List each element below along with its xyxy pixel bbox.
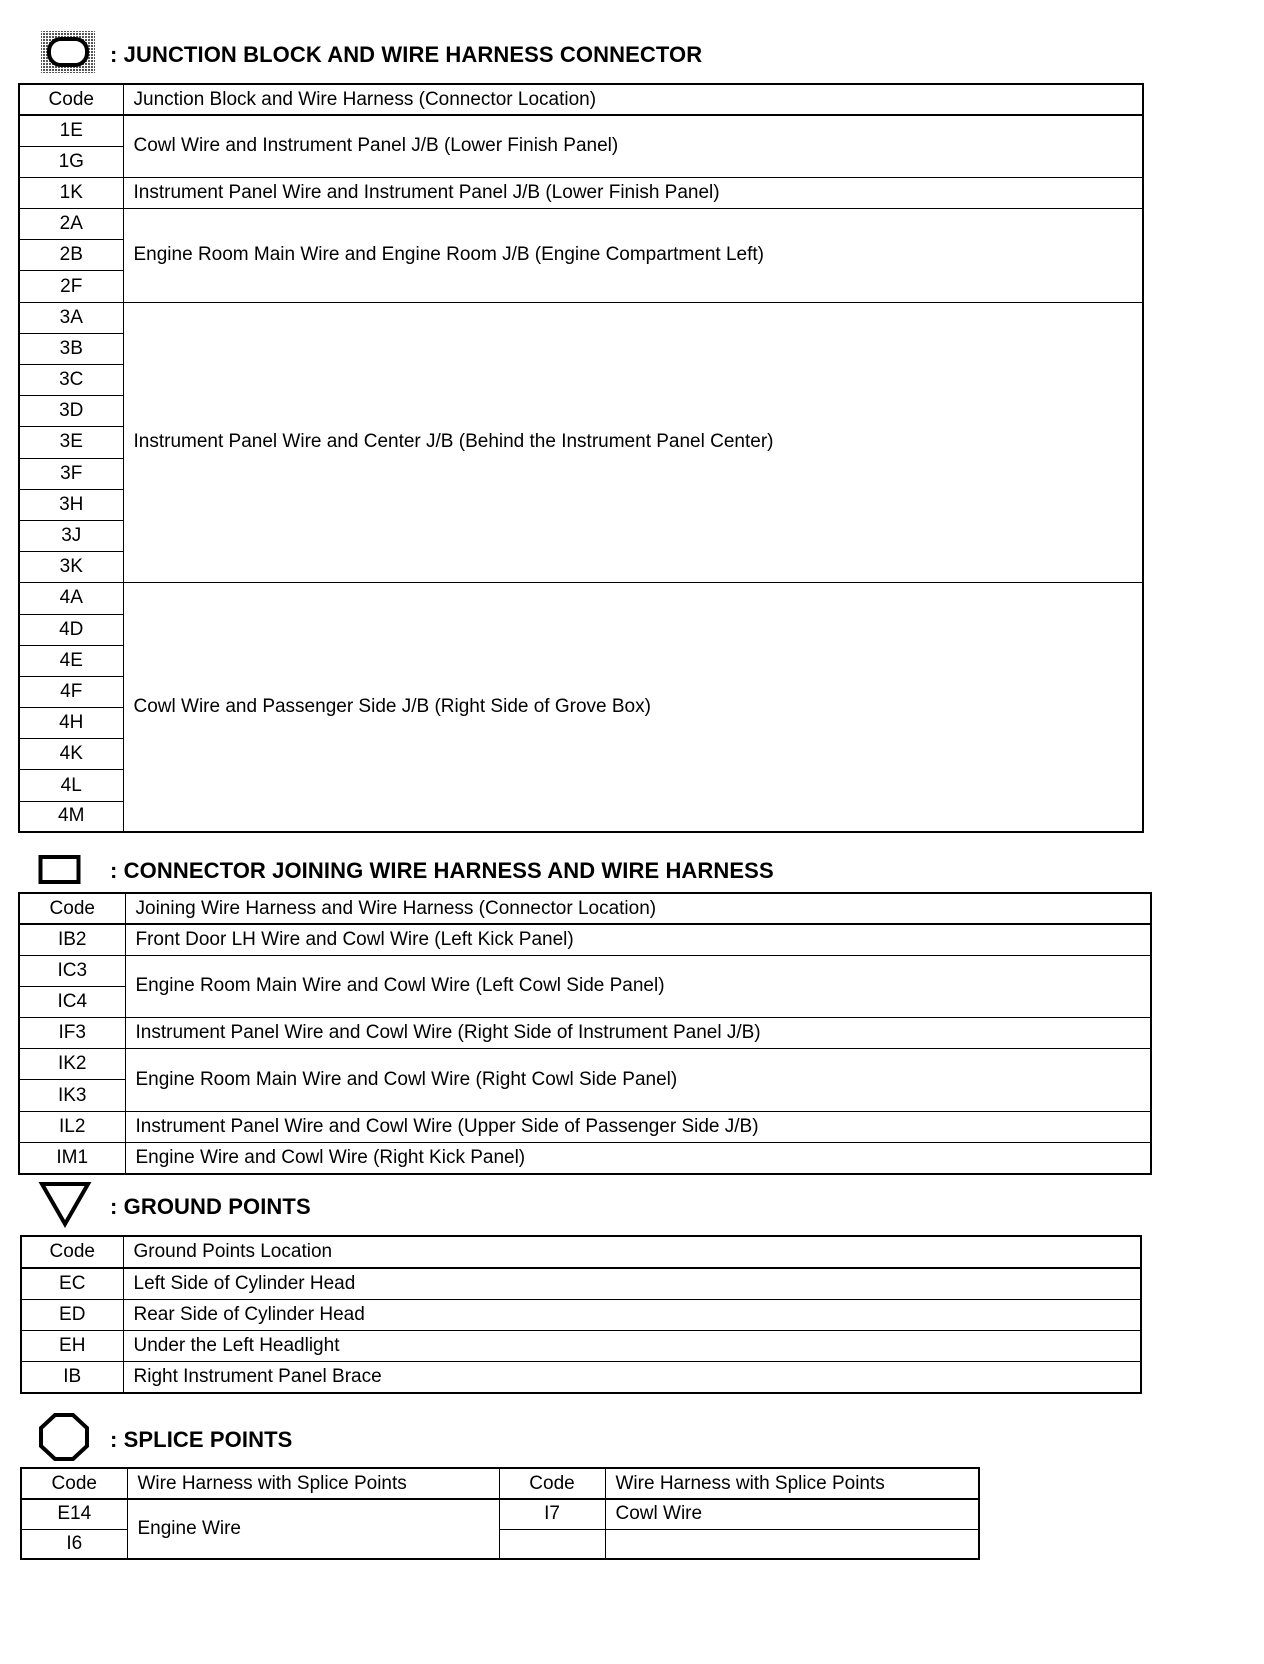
code-cell: 4F	[19, 676, 123, 707]
desc-cell: Instrument Panel Wire and Instrument Panel J/B (Lower Finish Panel)	[123, 177, 1143, 208]
desc-cell: Engine Wire	[127, 1499, 499, 1559]
header-desc-cell: Wire Harness with Splice Points	[605, 1468, 979, 1499]
desc-cell: Instrument Panel Wire and Center J/B (Behind the Instrument Panel Center)	[123, 302, 1143, 583]
table-row	[19, 924, 1151, 955]
code-cell: EH	[21, 1330, 123, 1361]
desc-cell	[605, 1529, 979, 1559]
connector-section-header	[38, 850, 774, 891]
code-cell	[499, 1529, 605, 1559]
code-cell: 3B	[19, 333, 123, 364]
code-cell: 3H	[19, 489, 123, 520]
desc-cell: Engine Room Main Wire and Engine Room J/B (Engine Compartment Left)	[123, 209, 1143, 303]
ground-triangle-icon	[38, 1180, 92, 1233]
code-cell: I7	[499, 1499, 605, 1529]
connector-header-row	[19, 893, 1151, 924]
table-row	[19, 1049, 1151, 1080]
ground-section-title: : GROUND POINTS	[110, 1193, 311, 1219]
code-cell: EC	[21, 1268, 123, 1299]
code-cell: I6	[21, 1529, 127, 1559]
code-cell: IF3	[19, 1018, 125, 1049]
splice-header-row	[21, 1468, 979, 1499]
table-row	[21, 1330, 1141, 1361]
header-desc-cell: Junction Block and Wire Harness (Connector Location)	[123, 84, 1143, 115]
code-cell: IK2	[19, 1049, 125, 1080]
table-row	[19, 302, 1143, 333]
junction-header-row	[19, 84, 1143, 115]
header-desc-cell: Joining Wire Harness and Wire Harness (Connector Location)	[125, 893, 1151, 924]
code-cell: 4D	[19, 614, 123, 645]
table-row	[19, 1142, 1151, 1173]
table-row	[19, 115, 1143, 146]
code-cell: IC4	[19, 986, 125, 1017]
code-cell: E14	[21, 1499, 127, 1529]
code-cell: ED	[21, 1299, 123, 1330]
splice-section-header	[38, 1412, 292, 1467]
code-cell: 3K	[19, 552, 123, 583]
desc-cell: Engine Wire and Cowl Wire (Right Kick Panel)	[125, 1142, 1151, 1173]
header-code-cell: Code	[499, 1468, 605, 1499]
junction-block-icon	[40, 30, 96, 79]
code-cell: 3F	[19, 458, 123, 489]
desc-cell: Engine Room Main Wire and Cowl Wire (Right Cowl Side Panel)	[125, 1049, 1151, 1111]
table-row	[19, 955, 1151, 986]
table-row	[19, 177, 1143, 208]
code-cell: IM1	[19, 1142, 125, 1173]
junction-section-header	[40, 30, 702, 79]
code-cell: 3J	[19, 520, 123, 551]
table-row	[19, 1018, 1151, 1049]
desc-cell: Instrument Panel Wire and Cowl Wire (Upper Side of Passenger Side J/B)	[125, 1111, 1151, 1142]
code-cell: IK3	[19, 1080, 125, 1111]
connector-section-title: : CONNECTOR JOINING WIRE HARNESS AND WIRE HARNESS	[110, 857, 774, 883]
header-code-cell: Code	[19, 893, 125, 924]
code-cell: IL2	[19, 1111, 125, 1142]
code-cell: 4A	[19, 583, 123, 614]
desc-cell: Engine Room Main Wire and Cowl Wire (Left Cowl Side Panel)	[125, 955, 1151, 1017]
code-cell: 4M	[19, 801, 123, 832]
desc-cell: Instrument Panel Wire and Cowl Wire (Right Side of Instrument Panel J/B)	[125, 1018, 1151, 1049]
junction-table	[18, 83, 1144, 833]
desc-cell: Left Side of Cylinder Head	[123, 1268, 1141, 1299]
code-cell: 3A	[19, 302, 123, 333]
code-cell: 4H	[19, 708, 123, 739]
splice-section-title: : SPLICE POINTS	[110, 1426, 293, 1452]
code-cell: 2B	[19, 240, 123, 271]
desc-cell: Cowl Wire and Passenger Side J/B (Right Side of Grove Box)	[123, 583, 1143, 833]
code-cell: IB2	[19, 924, 125, 955]
connector-table	[18, 892, 1152, 1175]
connector-rectangle-icon	[38, 850, 82, 891]
header-code-cell: Code	[21, 1468, 127, 1499]
table-row	[21, 1499, 979, 1529]
desc-cell: Front Door LH Wire and Cowl Wire (Left Kick Panel)	[125, 924, 1151, 955]
table-row	[21, 1299, 1141, 1330]
ground-section-header	[38, 1180, 311, 1233]
ground-table	[20, 1235, 1142, 1394]
code-cell: 1E	[19, 115, 123, 146]
code-cell: 4L	[19, 770, 123, 801]
ground-header-row	[21, 1236, 1141, 1268]
desc-cell: Under the Left Headlight	[123, 1330, 1141, 1361]
code-cell: 3C	[19, 365, 123, 396]
header-desc-cell: Wire Harness with Splice Points	[127, 1468, 499, 1499]
table-row	[19, 209, 1143, 240]
table-row	[21, 1362, 1141, 1393]
code-cell: IC3	[19, 955, 125, 986]
code-cell: 4E	[19, 645, 123, 676]
desc-cell: Cowl Wire	[605, 1499, 979, 1529]
code-cell: 1K	[19, 177, 123, 208]
table-row	[19, 1111, 1151, 1142]
table-row	[21, 1268, 1141, 1299]
code-cell: 1G	[19, 146, 123, 177]
junction-section-title: : JUNCTION BLOCK AND WIRE HARNESS CONNECTOR	[110, 41, 703, 67]
header-code-cell: Code	[19, 84, 123, 115]
splice-table	[20, 1467, 980, 1560]
desc-cell: Cowl Wire and Instrument Panel J/B (Lower Finish Panel)	[123, 115, 1143, 177]
code-cell: IB	[21, 1362, 123, 1393]
desc-cell: Rear Side of Cylinder Head	[123, 1299, 1141, 1330]
table-row	[19, 583, 1143, 614]
header-code-cell: Code	[21, 1236, 123, 1268]
code-cell: 4K	[19, 739, 123, 770]
header-desc-cell: Ground Points Location	[123, 1236, 1141, 1268]
desc-cell: Right Instrument Panel Brace	[123, 1362, 1141, 1393]
splice-octagon-icon	[38, 1412, 90, 1467]
code-cell: 3D	[19, 396, 123, 427]
code-cell: 2F	[19, 271, 123, 302]
code-cell: 3E	[19, 427, 123, 458]
code-cell: 2A	[19, 209, 123, 240]
